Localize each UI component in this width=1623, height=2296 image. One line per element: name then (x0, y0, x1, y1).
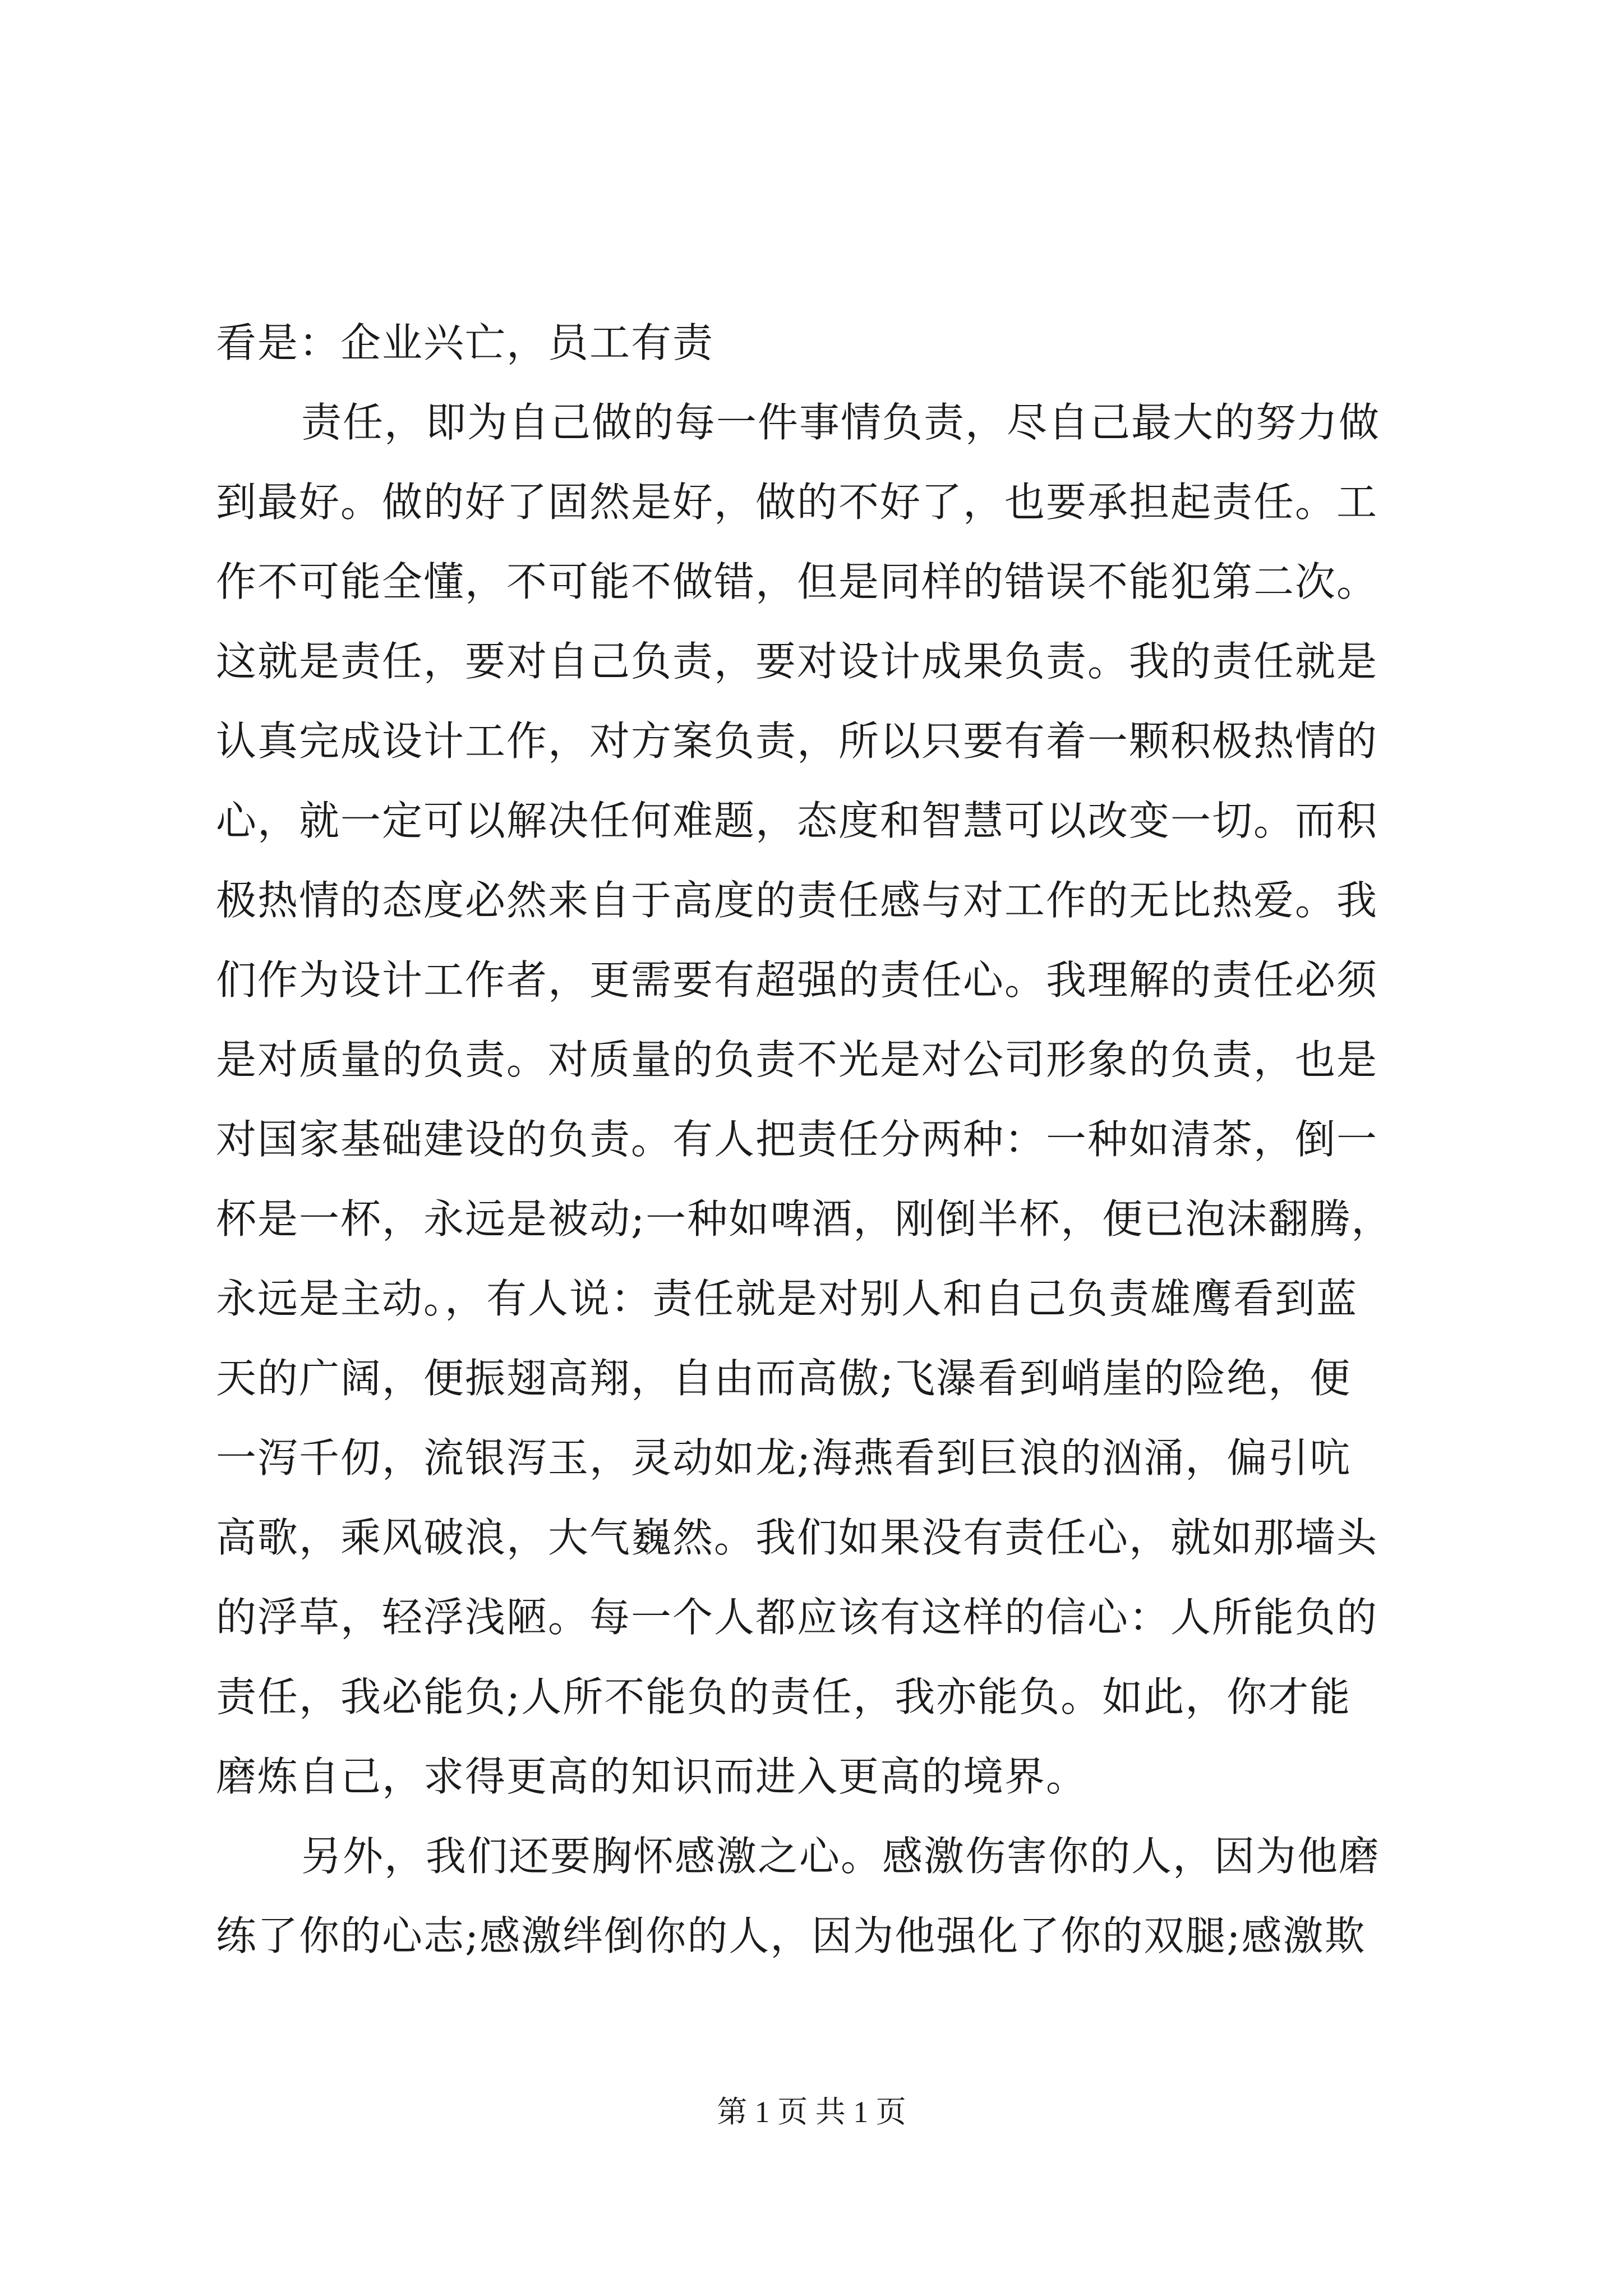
text-line: 永远是主动。，有人说：责任就是对别人和自己负责雄鹰看到蓝 (216, 1275, 1358, 1322)
text-line: 责任，我必能负;人所不能负的责任，我亦能负。如此，你才能 (216, 1673, 1352, 1720)
text-line: 心，就一定可以解决任何难题，态度和智慧可以改变一切。而积 (216, 797, 1378, 844)
text-line: 高歌，乘风破浪，大气巍然。我们如果没有责任心，就如那墙头 (216, 1514, 1378, 1561)
document-body (216, 303, 1427, 1976)
text-line: 这就是责任，要对自己负责，要对设计成果负责。我的责任就是 (216, 638, 1378, 685)
text-line: 一泻千仞，流银泻玉，灵动如龙;海燕看到巨浪的汹涌，偏引吭 (216, 1434, 1352, 1481)
text-line: 作不可能全懂，不可能不做错，但是同样的错误不能犯第二次。 (216, 558, 1378, 605)
text-line: 练了你的心志;感激绊倒你的人，因为他强化了你的双腿;感激欺 (216, 1912, 1366, 1959)
text-line: 是对质量的负责。对质量的负责不光是对公司形象的负责，也是 (216, 1036, 1378, 1083)
text-line: 天的广阔，便振翅高翔，自由而高傲;飞瀑看到峭崖的险绝，便 (216, 1355, 1352, 1402)
page-number-footer: 第 1 页 共 1 页 (717, 2095, 906, 2129)
text-line: 磨炼自己，求得更高的知识而进入更高的境界。 (216, 1753, 1088, 1800)
text-line: 到最好。做的好了固然是好，做的不好了，也要承担起责任。工 (216, 478, 1378, 526)
text-line: 对国家基础建设的负责。有人把责任分两种：一种如清茶，倒一 (216, 1116, 1378, 1163)
text-line: 们作为设计工作者，更需要有超强的责任心。我理解的责任必须 (216, 956, 1378, 1004)
paragraph-start-line: 另外，我们还要胸怀感激之心。感激伤害你的人，因为他磨 (301, 1833, 1381, 1880)
text-line: 看是：企业兴亡，员工有责 (216, 319, 714, 366)
text-line: 杯是一杯，永远是被动;一种如啤酒，刚倒半杯，便已泡沫翻腾， (216, 1195, 1393, 1243)
text-line: 极热情的态度必然来自于高度的责任感与对工作的无比热爱。我 (216, 877, 1378, 924)
paragraph-start-line: 责任，即为自己做的每一件事情负责，尽自己最大的努力做 (301, 399, 1381, 446)
text-line: 的浮草，轻浮浅陋。每一个人都应该有这样的信心：人所能负的 (216, 1594, 1378, 1641)
text-line: 认真完成设计工作，对方案负责，所以只要有着一颗积极热情的 (216, 717, 1378, 765)
